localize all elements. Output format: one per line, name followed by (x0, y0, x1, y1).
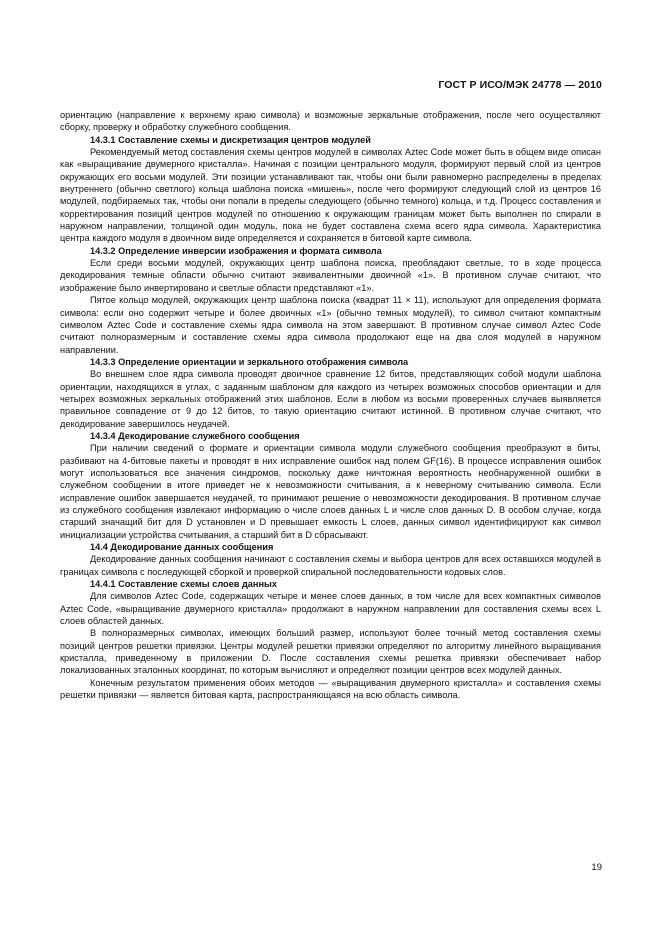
page-content (60, 109, 601, 702)
page-number: 19 (591, 862, 602, 873)
section-heading-14-3-2: 14.3.2 Определение инверсии изображения и формата символа (90, 245, 382, 256)
paragraph: Декодирование данных сообщения начинают с составления схемы и выбора центров для всех оставшихся модулей в границах символа с последующей сборкой и проверкой спиральной последовательности кодовых слов. (60, 554, 601, 577)
paragraph: При наличии сведений о формате и ориентации символа модули служебного сообщения преобразуют в биты, разбивают на 4-битовые пакеты и проводят в них исправление ошибок над полем GF(16). В процессе исправления ошибок могут использоваться все значения синдромов, поскольку даже ничтожная вероятность необнаруженной ошибки в служебном сообщении в итоге приведет не к невозможности считывания, а к неверному считыванию символа. Если исправление ошибок завершается неудачей, то принимают решение о невозможности декодирования. В противном случае из служебного сообщения извлекают информацию о числе слоев данных L и числе слов данных D. В особом случае, когда старший значащий бит для D установлен и D превышает емкость L слоев, данных символ идентифицируют как символ инициализации устройства считывания, а старший бит в D сбрасывают. (60, 443, 601, 540)
paragraph: Пятое кольцо модулей, окружающих центр шаблона поиска (квадрат 11 × 11), используют для определения формата символа: если оно содержит четыре и более двоичных «1» (обычно темных модулей), то символ считают компактным символом Aztec Code и составление схемы ядра символа на этом завершают. В противном случае символ Aztec Code считают полноразмерным и составление схемы ядра символа продолжают еще на два слоя модулей в наружном направлении. (60, 295, 601, 355)
paragraph: Рекомендуемый метод составления схемы центров модулей в символах Aztec Code может быть в общем виде описан как «выращивание двумерного кристалла». Начиная с позиции центрального модуля, формируют первый слой из центров окружающих его восьми модулей. Эти позиции устанавливают так, чтобы они были равномерно распределены в пределах внутреннего (обычно светлого) кольца шаблона поиска «мишень», после чего формируют следующий слой из центров 16 модулей, подбираемых так, чтобы они попали в пределы следующего (обычно темного) кольца, и т.д. Процесс составления и корректирования позиций центров модулей по отношению к окружающим границам может быть выполнен по спирали в наружном направлении, толщиной один модуль, пока не будет составлена схема всего ядра символа. Характеристика центра каждого модуля в двоичном виде определяется и сохраняется в битовой карте символа. (60, 147, 601, 244)
section-heading-14-3-4: 14.3.4 Декодирование служебного сообщения (90, 430, 300, 441)
paragraph-continuation: ориентацию (направление к верхнему краю символа) и возможные зеркальные отображения, после чего осуществляют сборку, проверку и обработку служебного сообщения. (60, 110, 601, 133)
paragraph: Для символов Aztec Code, содержащих четыре и менее слоев данных, в том числе для всех компактных символов Aztec Code, «выращивание двумерного кристалла» продолжают в наружном направлении для составления схемы всех L слоев областей данных. (60, 591, 601, 627)
standard-header: ГОСТ Р ИСО/МЭК 24778 — 2010 (438, 79, 602, 91)
paragraph: В полноразмерных символах, имеющих больший размер, используют более точный метод составления схемы позиций центров решетки привязки. Центры модулей решетки привязки определяют по алгоритму линейного выращивания кристалла, приведенному в приложении D. После составления схемы решетка привязки обеспечивает набор локализованных эталонных координат, по которым вычисляют и определяют позиции центров всех модулей данных. (60, 628, 601, 676)
paragraph: Конечным результатом применения обоих методов — «выращивания двумерного кристалла» и составления схемы решетки привязки — является битовая карта, распространяющаяся на всю область символа. (60, 677, 601, 701)
section-heading-14-4: 14.4 Декодирование данных сообщения (90, 542, 274, 553)
paragraph: Если среди восьми модулей, окружающих центр шаблона поиска, преобладают светлые, то в ходе процесса декодирования темные области обычно считают эквивалентными двоичной «1». В противном случае считают, что изображение было инвертировано и светлые области представляют «1». (60, 258, 601, 293)
section-heading-14-3-3: 14.3.3 Определение ориентации и зеркального отображения символа (90, 356, 409, 367)
section-heading-14-4-1: 14.4.1 Составление схемы слоев данных (90, 579, 277, 590)
paragraph: Во внешнем слое ядра символа проводят двоичное сравнение 12 битов, представляющих собой модули шаблона ориентации, находящихся в углах, с заданным шаблоном для каждого из четырех возможных способов ориентации и для четырех возможных зеркальных отображений этих шаблонов. Если в любом из восьми проверенных случаев выявляется правильное совпадение от 9 до 12 битов, то такую ориентацию считают истинной. В противном случае считают, что декодирование завершилось неудачей. (60, 369, 601, 429)
section-heading-14-3-1: 14.3.1 Составление схемы и дискретизация центров модулей (90, 134, 371, 145)
